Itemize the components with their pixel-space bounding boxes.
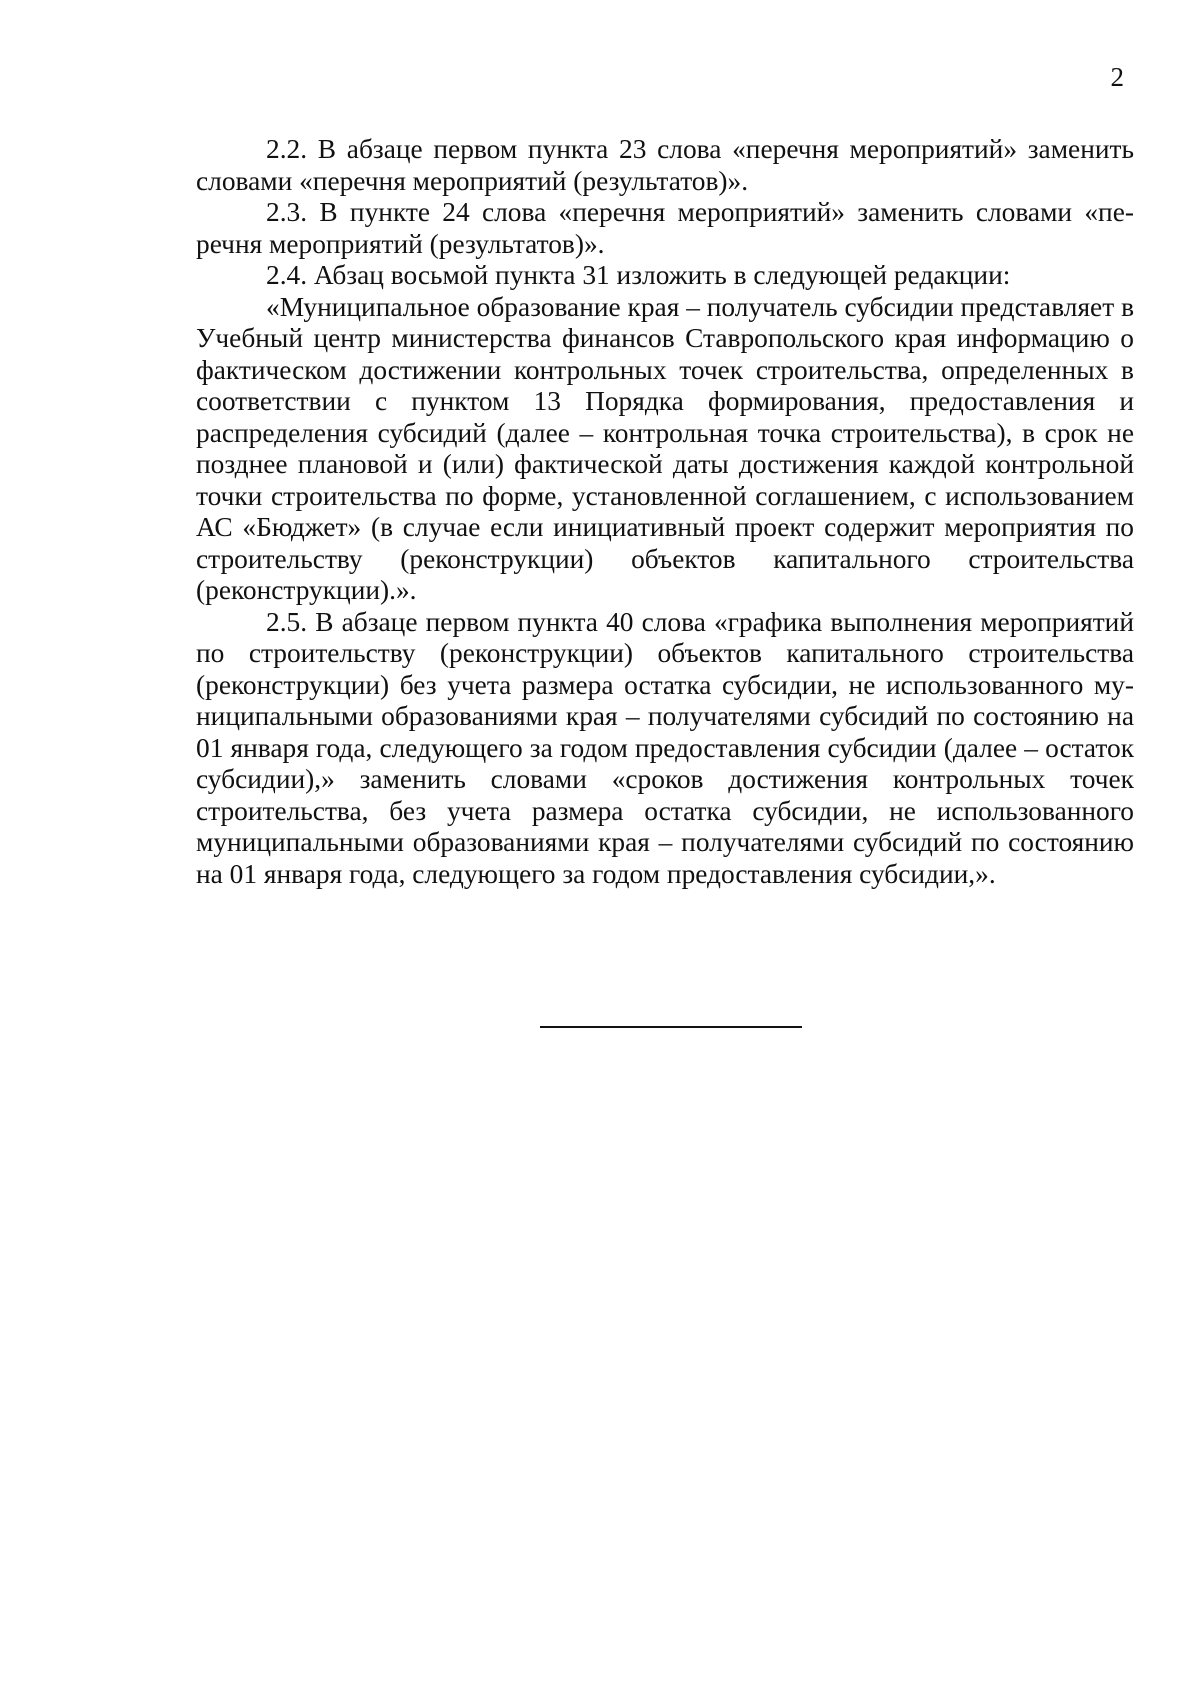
paragraph-2-4: 2.4. Абзац восьмой пункта 31 изложить в следующей редакции: — [266, 260, 1011, 290]
paragraph-2-5: 2.5. В абзаце первом пункта 40 слова «графика выполнения мероприятий по строительству (реконструкции) объектов капитального строительства (реконструкции) без учета размера остатка субсидии, не использованного муниципальными образованиями края – получателями субсидий по состоянию на 01 января года, следующего за годом предоставления субсидии (далее – остаток субсидии),» заменить словами «сроков достижения контрольных точек строительства, без учета размера остатка субсидии, не использованного муниципальными образованиями края – получателями субсидий по состоянию на 01 января года, следующего за годом предоставления субсидии,». — [196, 606, 1134, 889]
paragraph-2-4-quote: «Муниципальное образование края – получатель субсидии представляет в Учебный центр министерства финансов Ставропольского края информацию о фактическом достижении контрольных точек строительства, определенных в соответствии с пунктом 13 Порядка формирования, предоставления и распределения субсидий (далее – контрольная точка строительства), в срок не позднее плановой и (или) фактической даты достижения каждой контрольной точки строительства по форме, установленной соглашением, с использованием АС «Бюджет» (в случае если инициативный проект содержит мероприятия по строительству (реконструкции) объектов капитального строительства (реконструкции).». — [196, 291, 1134, 605]
document-body — [196, 134, 1134, 890]
paragraph-2-3: 2.3. В пункте 24 слова «перечня мероприятий» заменить словами «перечня мероприятий (результатов)». — [196, 197, 1134, 259]
page-number: 2 — [1110, 62, 1124, 92]
end-of-document-rule — [540, 1026, 802, 1028]
paragraph-2-2: 2.2. В абзаце первом пункта 23 слова «перечня мероприятий» заменить словами «перечня мероприятий (результатов)». — [196, 134, 1134, 196]
